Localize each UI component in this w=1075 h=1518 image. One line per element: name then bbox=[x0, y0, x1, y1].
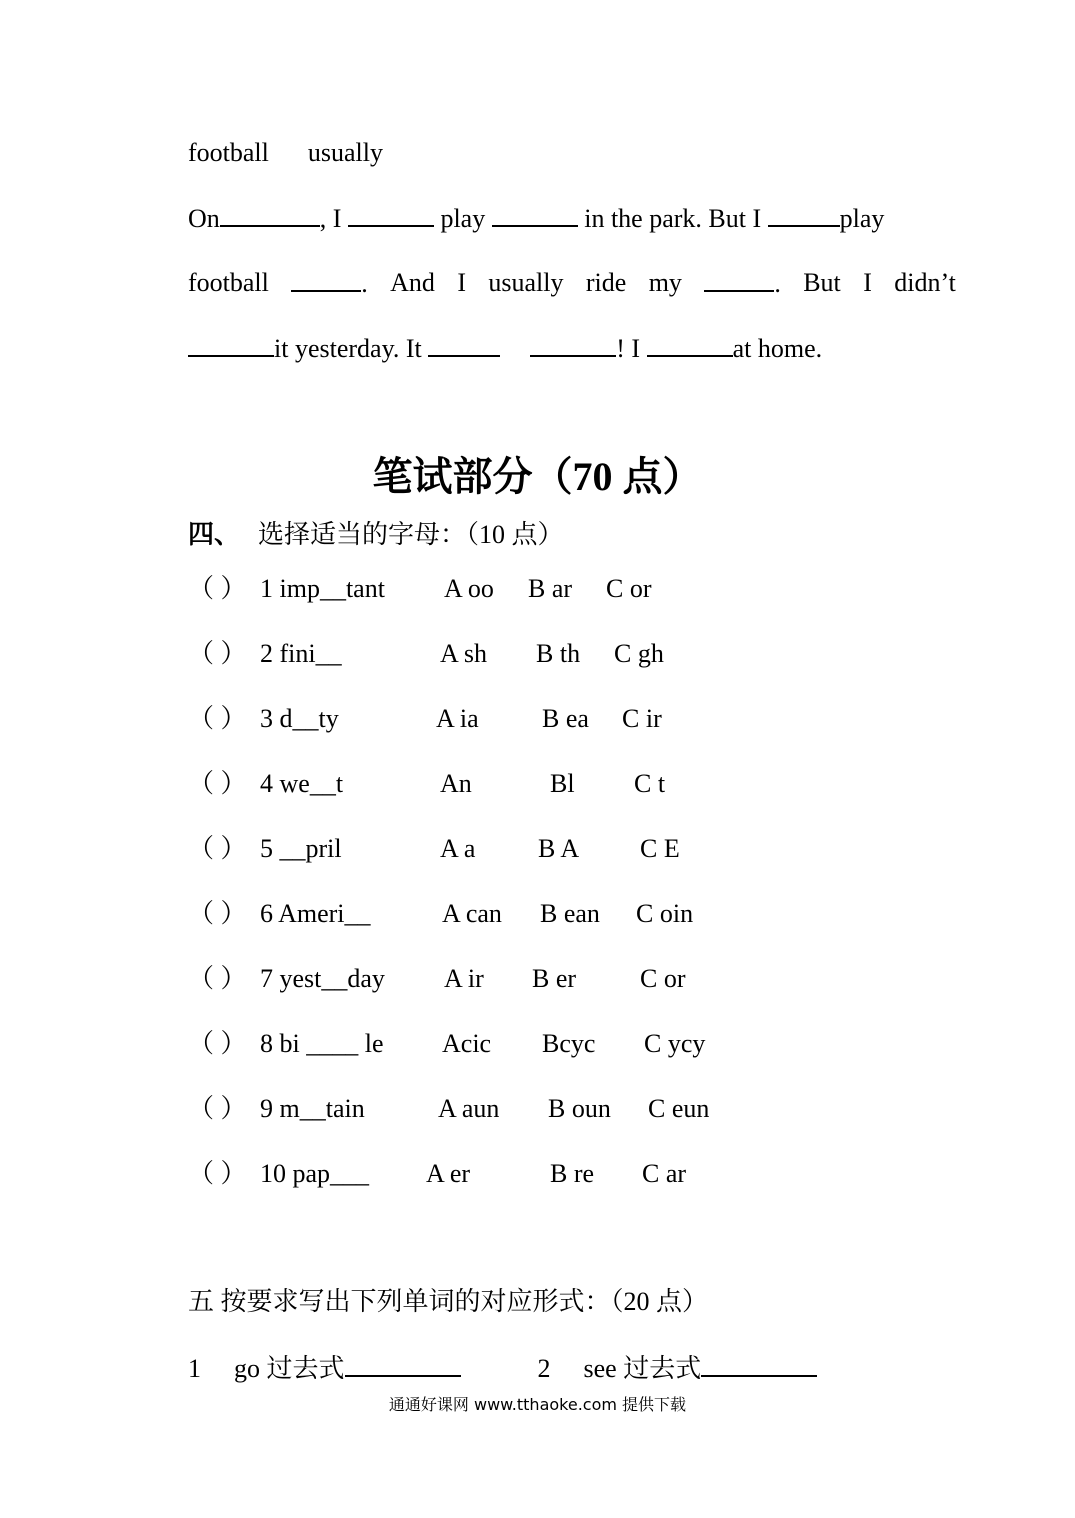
option-a: Acic bbox=[442, 1029, 492, 1058]
section-4-heading bbox=[188, 520, 564, 550]
option-a: A er bbox=[426, 1159, 471, 1188]
question-word: 8 bi ____ le bbox=[260, 1029, 384, 1058]
section-title: 选择适当的字母：（10 点） bbox=[258, 520, 564, 549]
answer-paren[interactable]: （ ） bbox=[188, 769, 247, 798]
answer-paren[interactable]: （ ） bbox=[188, 639, 247, 668]
option-c: C oin bbox=[636, 899, 694, 928]
fill-blank[interactable] bbox=[704, 268, 774, 292]
option-b: B ean bbox=[540, 899, 600, 928]
fill-blank[interactable] bbox=[647, 333, 733, 357]
section-number: 四、 bbox=[188, 520, 241, 549]
option-b: B A bbox=[538, 834, 580, 863]
question-word: 5 __pril bbox=[260, 834, 342, 863]
option-c: C t bbox=[634, 769, 666, 798]
fill-blank[interactable] bbox=[220, 203, 320, 227]
option-a: A sh bbox=[440, 639, 487, 668]
option-c: C ir bbox=[622, 704, 662, 733]
option-b: B ar bbox=[528, 574, 573, 603]
answer-blank[interactable] bbox=[345, 1353, 461, 1377]
passage-line-3 bbox=[188, 333, 822, 364]
fill-blank[interactable] bbox=[188, 333, 274, 357]
text: ! I bbox=[616, 334, 647, 363]
text: On bbox=[188, 204, 220, 233]
answer-paren[interactable]: （ ） bbox=[188, 704, 247, 733]
option-a: An bbox=[440, 769, 472, 798]
option-b: B oun bbox=[548, 1094, 611, 1123]
question-word: 7 yest__day bbox=[260, 964, 385, 993]
text: . bbox=[361, 269, 368, 298]
option-a: A aun bbox=[438, 1094, 500, 1123]
option-c: C ycy bbox=[644, 1029, 706, 1058]
question-word: 10 pap___ bbox=[260, 1159, 370, 1188]
option-a: A can bbox=[442, 899, 502, 928]
word-bank-item: usually bbox=[307, 138, 383, 167]
option-b: B ea bbox=[542, 704, 589, 733]
question-word: 6 Ameri__ bbox=[260, 899, 371, 928]
option-c: C ar bbox=[642, 1159, 687, 1188]
option-b: Bl bbox=[550, 769, 575, 798]
option-b: Bcyc bbox=[542, 1029, 596, 1058]
text: I bbox=[863, 268, 872, 297]
item-number: 1 bbox=[188, 1354, 201, 1383]
word-bank bbox=[188, 138, 383, 168]
answer-paren[interactable]: （ ） bbox=[188, 1094, 247, 1123]
item-text: see 过去式 bbox=[583, 1354, 702, 1383]
text: in the park. But I bbox=[577, 204, 768, 233]
text: didn’t bbox=[894, 268, 956, 297]
question-word: 4 we__t bbox=[260, 769, 344, 798]
answer-paren[interactable]: （ ） bbox=[188, 1159, 247, 1188]
passage-line-1 bbox=[188, 203, 884, 234]
option-c: C or bbox=[640, 964, 686, 993]
item-number: 2 bbox=[537, 1354, 551, 1383]
option-c: C or bbox=[606, 574, 652, 603]
passage-line-2 bbox=[188, 268, 956, 299]
option-b: B er bbox=[532, 964, 577, 993]
text: play bbox=[839, 204, 885, 233]
word-bank-item: football bbox=[188, 138, 269, 167]
answer-paren[interactable]: （ ） bbox=[188, 574, 247, 603]
question-word: 1 imp__tant bbox=[260, 574, 385, 603]
page-title: 笔试部分（70 点） bbox=[372, 454, 703, 499]
option-c: C gh bbox=[614, 639, 664, 668]
text: . bbox=[774, 269, 781, 298]
question-word: 2 fini__ bbox=[260, 639, 342, 668]
option-a: A ir bbox=[444, 964, 484, 993]
answer-paren[interactable]: （ ） bbox=[188, 964, 247, 993]
text: I bbox=[457, 268, 466, 297]
section-5-heading: 五 按要求写出下列单词的对应形式：（20 点） bbox=[188, 1287, 709, 1316]
text: my bbox=[648, 268, 682, 297]
text: usually bbox=[488, 268, 564, 297]
text: football bbox=[188, 268, 269, 297]
option-b: B th bbox=[536, 639, 581, 668]
question-word: 3 d__ty bbox=[260, 704, 339, 733]
text: , I bbox=[319, 204, 348, 233]
answer-paren[interactable]: （ ） bbox=[188, 899, 247, 928]
fill-blank[interactable] bbox=[768, 203, 840, 227]
option-a: A ia bbox=[436, 704, 479, 733]
text: ride bbox=[585, 268, 627, 297]
option-a: A oo bbox=[444, 574, 494, 603]
item-text: go 过去式 bbox=[234, 1354, 345, 1383]
fill-blank[interactable] bbox=[291, 268, 361, 292]
text: it yesterday. It bbox=[274, 334, 429, 363]
option-b: B re bbox=[550, 1159, 595, 1188]
section-5-items bbox=[188, 1353, 817, 1384]
text: But bbox=[803, 268, 841, 297]
answer-paren[interactable]: （ ） bbox=[188, 834, 247, 863]
footer-note: 通通好课网 www.tthaoke.com 提供下载 bbox=[388, 1395, 687, 1414]
fill-blank[interactable] bbox=[492, 203, 578, 227]
text: at home. bbox=[732, 334, 823, 363]
option-a: A a bbox=[440, 834, 476, 863]
fill-blank[interactable] bbox=[348, 203, 434, 227]
answer-blank[interactable] bbox=[701, 1353, 817, 1377]
fill-blank[interactable] bbox=[530, 333, 616, 357]
question-word: 9 m__tain bbox=[260, 1094, 365, 1123]
text: And bbox=[390, 268, 435, 297]
option-c: C E bbox=[640, 834, 680, 863]
option-c: C eun bbox=[648, 1094, 710, 1123]
answer-paren[interactable]: （ ） bbox=[188, 1029, 247, 1058]
fill-blank[interactable] bbox=[428, 333, 500, 357]
text: play bbox=[433, 204, 492, 233]
